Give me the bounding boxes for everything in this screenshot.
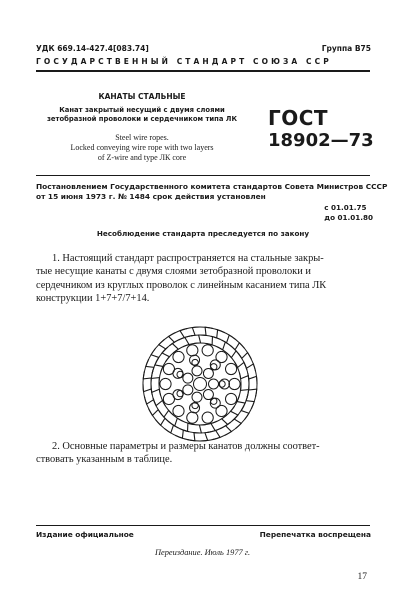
- z-wire-outer: [143, 371, 151, 384]
- core-wire-inner: [183, 373, 193, 383]
- footer-rule: [36, 525, 370, 526]
- core-wire-inner: [183, 385, 193, 395]
- reissue-note: Переиздание. Июль 1977 г.: [154, 548, 251, 557]
- core-wire-outer: [202, 345, 213, 356]
- core-wire-outer: [202, 412, 213, 423]
- state-standard-banner: ГОСУДАРСТВЕННЫЙ СТАНДАРТ СОЮЗА ССР: [36, 57, 332, 66]
- core-wire-outer: [225, 363, 236, 374]
- z-wire-inner: [151, 370, 159, 384]
- p2-line-1: 2. Основные параметры и размеры канатов должны соответ-: [52, 441, 320, 452]
- group-code: Группа В75: [321, 44, 371, 53]
- core-wire-outer: [173, 351, 184, 362]
- paragraph-1: [36, 252, 368, 305]
- p1-line-2: тые несущие канаты с двумя слоями зетобразной проволоки и: [36, 266, 311, 278]
- core-wire-outer: [160, 378, 171, 389]
- title-en-line-2: Locked conveying wire rope with two layers: [70, 143, 214, 152]
- title-en-line-3: of Z-wire and type ЛК core: [97, 153, 187, 162]
- z-wire-inner: [227, 351, 241, 358]
- z-wire-inner: [231, 406, 238, 421]
- core-wire-inner: [192, 392, 202, 402]
- p2-line-2: ствовать указанным в таблице.: [36, 454, 173, 466]
- gost-number: 18902—73: [268, 130, 374, 151]
- core-wire-outer: [187, 345, 198, 356]
- z-wire-inner: [241, 384, 249, 398]
- z-wire-inner: [162, 347, 169, 362]
- udk-code: УДК 669.14-427.4[083.74]: [36, 44, 149, 53]
- core-wire-outer: [173, 405, 184, 416]
- z-wire-outer: [151, 348, 159, 362]
- decree-line-1: Постановлением Государственного комитета стандартов Совета Министров СССР: [36, 182, 388, 191]
- rope-cross-section-svg: [141, 325, 259, 443]
- validity-dates: [324, 203, 373, 223]
- z-wire-inner: [159, 410, 173, 417]
- core-wire-center: [194, 378, 207, 391]
- z-wire-outer: [155, 418, 169, 425]
- noncompliance-note: Несоблюдение стандарта преследуется по закону: [96, 229, 310, 238]
- reprint-prohibited: Перепечатка воспрещена: [259, 530, 371, 539]
- title-ru-sub-line-1: Канат закрытый несущий с двумя слоями: [59, 106, 225, 114]
- z-wire-inner: [168, 418, 183, 426]
- core-wire-outer: [225, 393, 236, 404]
- z-wire-outer: [221, 335, 235, 343]
- header-rule: [36, 70, 370, 72]
- z-wire-inner: [193, 425, 206, 433]
- rope-cross-section-figure: [141, 325, 259, 448]
- title-rule: [36, 175, 370, 176]
- title-en: [36, 133, 248, 163]
- decree-text: [36, 182, 388, 202]
- core-wire-outer: [187, 412, 198, 423]
- z-wire-outer: [159, 339, 166, 353]
- z-wire-outer: [200, 327, 213, 335]
- core-wire-outer: [229, 378, 240, 389]
- date-to: до 01.01.80: [324, 213, 373, 222]
- paragraph-2: [36, 440, 368, 467]
- z-wire-outer: [234, 415, 241, 429]
- z-wire-outer: [249, 384, 257, 397]
- gost-label: ГОСТ: [268, 106, 329, 130]
- title-en-line-1: Steel wire ropes.: [115, 133, 169, 142]
- z-wire-outer: [231, 343, 245, 350]
- core-wire-inner: [209, 379, 219, 389]
- z-wire-outer: [164, 425, 178, 433]
- core-wire-inner: [192, 366, 202, 376]
- title-ru-main: КАНАТЫ СТАЛЬНЫЕ: [98, 92, 186, 101]
- z-wire-outer: [241, 405, 249, 419]
- official-edition: Издание официальное: [36, 530, 134, 539]
- date-from: с 01.01.75: [324, 203, 367, 212]
- z-wire-inner: [217, 342, 232, 350]
- title-ru-sub: [36, 106, 248, 124]
- p1-line-4: конструкции 1+7+7/7+14.: [36, 292, 150, 304]
- title-ru-sub-line-2: зетобразной проволоки и сердечником типа ЛК: [46, 115, 237, 123]
- core-wire-inner: [203, 390, 213, 400]
- page-number: 17: [357, 572, 367, 582]
- p1-line-3: сердечником из круглых проволок с линейным касанием типа ЛК: [36, 279, 327, 291]
- core-wire-inner: [203, 368, 213, 378]
- decree-line-2: от 15 июня 1973 г. № 1484 срок действия установлен: [36, 192, 266, 201]
- p1-line-1: 1. Настоящий стандарт распространяется на стальные закры-: [52, 253, 324, 264]
- z-wire-inner: [194, 335, 207, 343]
